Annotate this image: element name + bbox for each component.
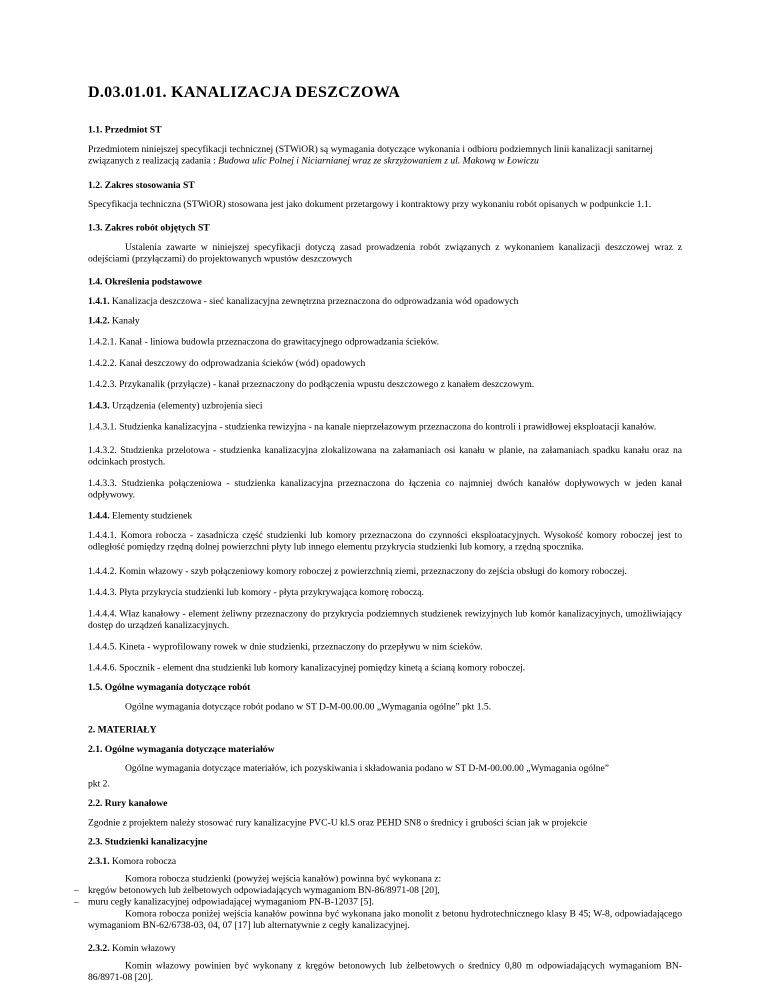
definition-1-4-2-number: 1.4.2. [88, 315, 110, 327]
definition-1-4-3-2: 1.4.3.2. Studzienka przelotowa - studzienka kanalizacyjna zlokalizowana na załamaniach osi kanału w planie, na załamaniach spadku kanału oraz na odcinkach prostych. [88, 445, 682, 468]
paragraph-1-5: Ogólne wymagania dotyczące robót podano w ST D-M-00.00.00 „Wymagania ogólne” pkt 1.5. [125, 701, 492, 713]
heading-2-3-2 [88, 943, 682, 955]
heading-1-5: 1.5. Ogólne wymagania dotyczące robót [88, 682, 251, 693]
definition-1-4-2-2: 1.4.2.2. Kanał deszczowy do odprowadzania ścieków (wód) opadowych [88, 358, 366, 369]
bullet-dash: – [74, 896, 79, 908]
definition-1-4-3-number: 1.4.3. [88, 400, 110, 412]
definition-1-4-4-5: 1.4.4.5. Kineta - wyprofilowany rowek w dnie studzienki, przeznaczony do przepływu w nim ścieków. [88, 641, 483, 653]
definition-1-4-2-3: 1.4.2.3. Przykanalik (przyłącze) - kanał przeznaczony do podłączenia wpustu deszczowego z kanałem deszczowym. [88, 379, 535, 391]
paragraph-2-3-1b: Komora robocza poniżej wejścia kanałów powinna być wykonana jako monolit z betonu hydrotechnicznego klasy B 45; W-8, odpowiadającego wymaganiom BN-62/6738-03, 04, 07 [17] lub alternatywnie z cegły kanalizacyjnej. [88, 908, 682, 932]
paragraph-1-2: Specyfikacja techniczna (STWiOR) stosowana jest jako dokument przetargowy i kontraktowy przy wykonaniu robót opisanych w podpunkcie 1.1. [88, 199, 652, 211]
bullet-text: muru cegły kanalizacyjnej odpowiadającej wymaganiom PN-B-12037 [5]. [88, 896, 374, 908]
bullet-dash: – [74, 885, 79, 897]
definition-1-4-4-number: 1.4.4. [88, 510, 110, 522]
paragraph-2-3-1: Komora robocza studzienki (powyżej wejścia kanałów) powinna być wykonana z: [125, 873, 442, 885]
bullet-item [74, 885, 682, 897]
definition-1-4-4-text: Elementy studzienek [109, 510, 193, 522]
paragraph-1-1 [88, 144, 682, 168]
heading-2-3-1-number: 2.3.1. [88, 856, 110, 867]
heading-2-3-2-text: Komin włazowy [109, 943, 176, 955]
heading-1-4: 1.4. Określenia podstawowe [88, 276, 202, 288]
heading-2-2: 2.2. Rury kanałowe [88, 798, 168, 809]
document-title: D.03.01.01. KANALIZACJA DESZCZOWA [88, 84, 401, 101]
definition-1-4-4-3: 1.4.4.3. Płyta przykrycia studzienki lub komory - płyta przykrywająca komorę roboczą. [88, 587, 424, 599]
definition-1-4-4 [88, 511, 682, 523]
definition-1-4-4-4: 1.4.4.4. Właz kanałowy - element żeliwny przeznaczony do przykrycia podziemnych studzienek rewizyjnych lub komór kanalizacyjnych, umożliwiający dostęp do urządzeń kanalizacyjnych. [88, 608, 682, 632]
paragraph-2-3-2: Komin włazowy powinien być wykonany z kręgów betonowych lub żelbetowych o średnicy 0,80 m odpowiadających wymaganiom BN-86/8971-08 [20]. [88, 960, 682, 984]
definition-1-4-4-2: 1.4.4.2. Komin włazowy - szyb połączeniowy komory roboczej z powierzchnią ziemi, przeznaczony do zejścia obsługi do komory roboczej. [88, 566, 627, 577]
definition-1-4-1 [88, 296, 682, 308]
paragraph-2-1: Ogólne wymagania dotyczące materiałów, ich pozyskiwania i składowania podano w ST D-M-00.00.00 „Wymagania ogólne” [125, 763, 610, 775]
definition-1-4-3 [88, 401, 682, 413]
heading-2-3-1-text: Komora robocza [109, 856, 177, 867]
definition-1-4-3-1: 1.4.3.1. Studzienka kanalizacyjna - studzienka rewizyjna - na kanale nieprzełazowym przeznaczona do kontroli i prawidłowej eksploatacji kanałów. [88, 421, 657, 433]
definition-1-4-4-1: 1.4.4.1. Komora robocza - zasadnicza część studzienki lub komory przeznaczona do czynności eksploatacyjnych. Wysokość komory roboczej jest to odległość pomiędzy rzędną dolnej powierzchni płyty lub innego elementu przykrycia studzienki lub komory, a rzędną spocznika. [88, 530, 682, 553]
heading-2-3-1 [88, 856, 682, 868]
heading-1-3: 1.3. Zakres robót objętych ST [88, 222, 210, 234]
heading-2-3: 2.3. Studzienki kanalizacyjne [88, 836, 208, 848]
definition-1-4-4-6: 1.4.4.6. Spocznik - element dna studzienki lub komory kanalizacyjnej pomiędzy kinetą a ścianą komory roboczej. [88, 662, 526, 674]
bullet-item [74, 896, 682, 909]
paragraph-1-3: Ustalenia zawarte w niniejszej specyfikacji dotyczą zasad prowadzenia robót związanych z wykonaniem kanalizacji deszczowej wraz z odejściami (przyłączami) do projektowanych wpustów deszczowych [88, 242, 682, 265]
heading-2-3-2-number: 2.3.2. [88, 943, 110, 955]
paragraph-2-2: Zgodnie z projektem należy stosować rury kanalizacyjne PVC-U kl.S oraz PEHD SN8 o średnicy i grubości ścian jak w projekcie [88, 817, 588, 829]
paragraph-2-1-cont: pkt 2. [88, 778, 110, 790]
definition-1-4-3-3: 1.4.3.3. Studzienka połączeniowa - studzienka kanalizacyjna przeznaczona do łączenia co najmniej dwóch kanałów dopływowych w jeden kanał odpływowy. [88, 478, 682, 501]
project-name: Budowa ulic Polnej i Niciarnianej wraz ze skrzyżowaniem z ul. Makową w Łowiczu [218, 156, 539, 167]
heading-1-1: 1.1. Przedmiot ST [88, 125, 162, 136]
definition-1-4-1-number: 1.4.1. [88, 296, 110, 307]
definition-1-4-2 [88, 316, 682, 328]
paragraph-1-1-text: Przedmiotem niniejszej specyfikacji technicznej (STWiOR) są wymagania dotyczące wykonania i odbioru podziemnych linii kanalizacji sanitarnej związanych z realizacją zadania : [88, 144, 653, 167]
definition-1-4-1-text: Kanalizacja deszczowa - sieć kanalizacyjna zewnętrzna przeznaczona do odprowadzania wód opadowych [109, 296, 519, 307]
definition-1-4-3-text: Urządzenia (elementy) uzbrojenia sieci [109, 400, 263, 412]
definition-1-4-2-text: Kanały [109, 315, 140, 327]
heading-1-2: 1.2. Zakres stosowania ST [88, 180, 195, 191]
heading-2-1: 2.1. Ogólne wymagania dotyczące materiałów [88, 744, 275, 755]
bullet-text: kręgów betonowych lub żelbetowych odpowiadających wymaganiom BN-86/8971-08 [20], [88, 885, 440, 897]
heading-2: 2. MATERIAŁY [88, 724, 157, 736]
definition-1-4-2-1: 1.4.2.1. Kanał - liniowa budowla przeznaczona do grawitacyjnego odprowadzania ścieków. [88, 336, 440, 348]
